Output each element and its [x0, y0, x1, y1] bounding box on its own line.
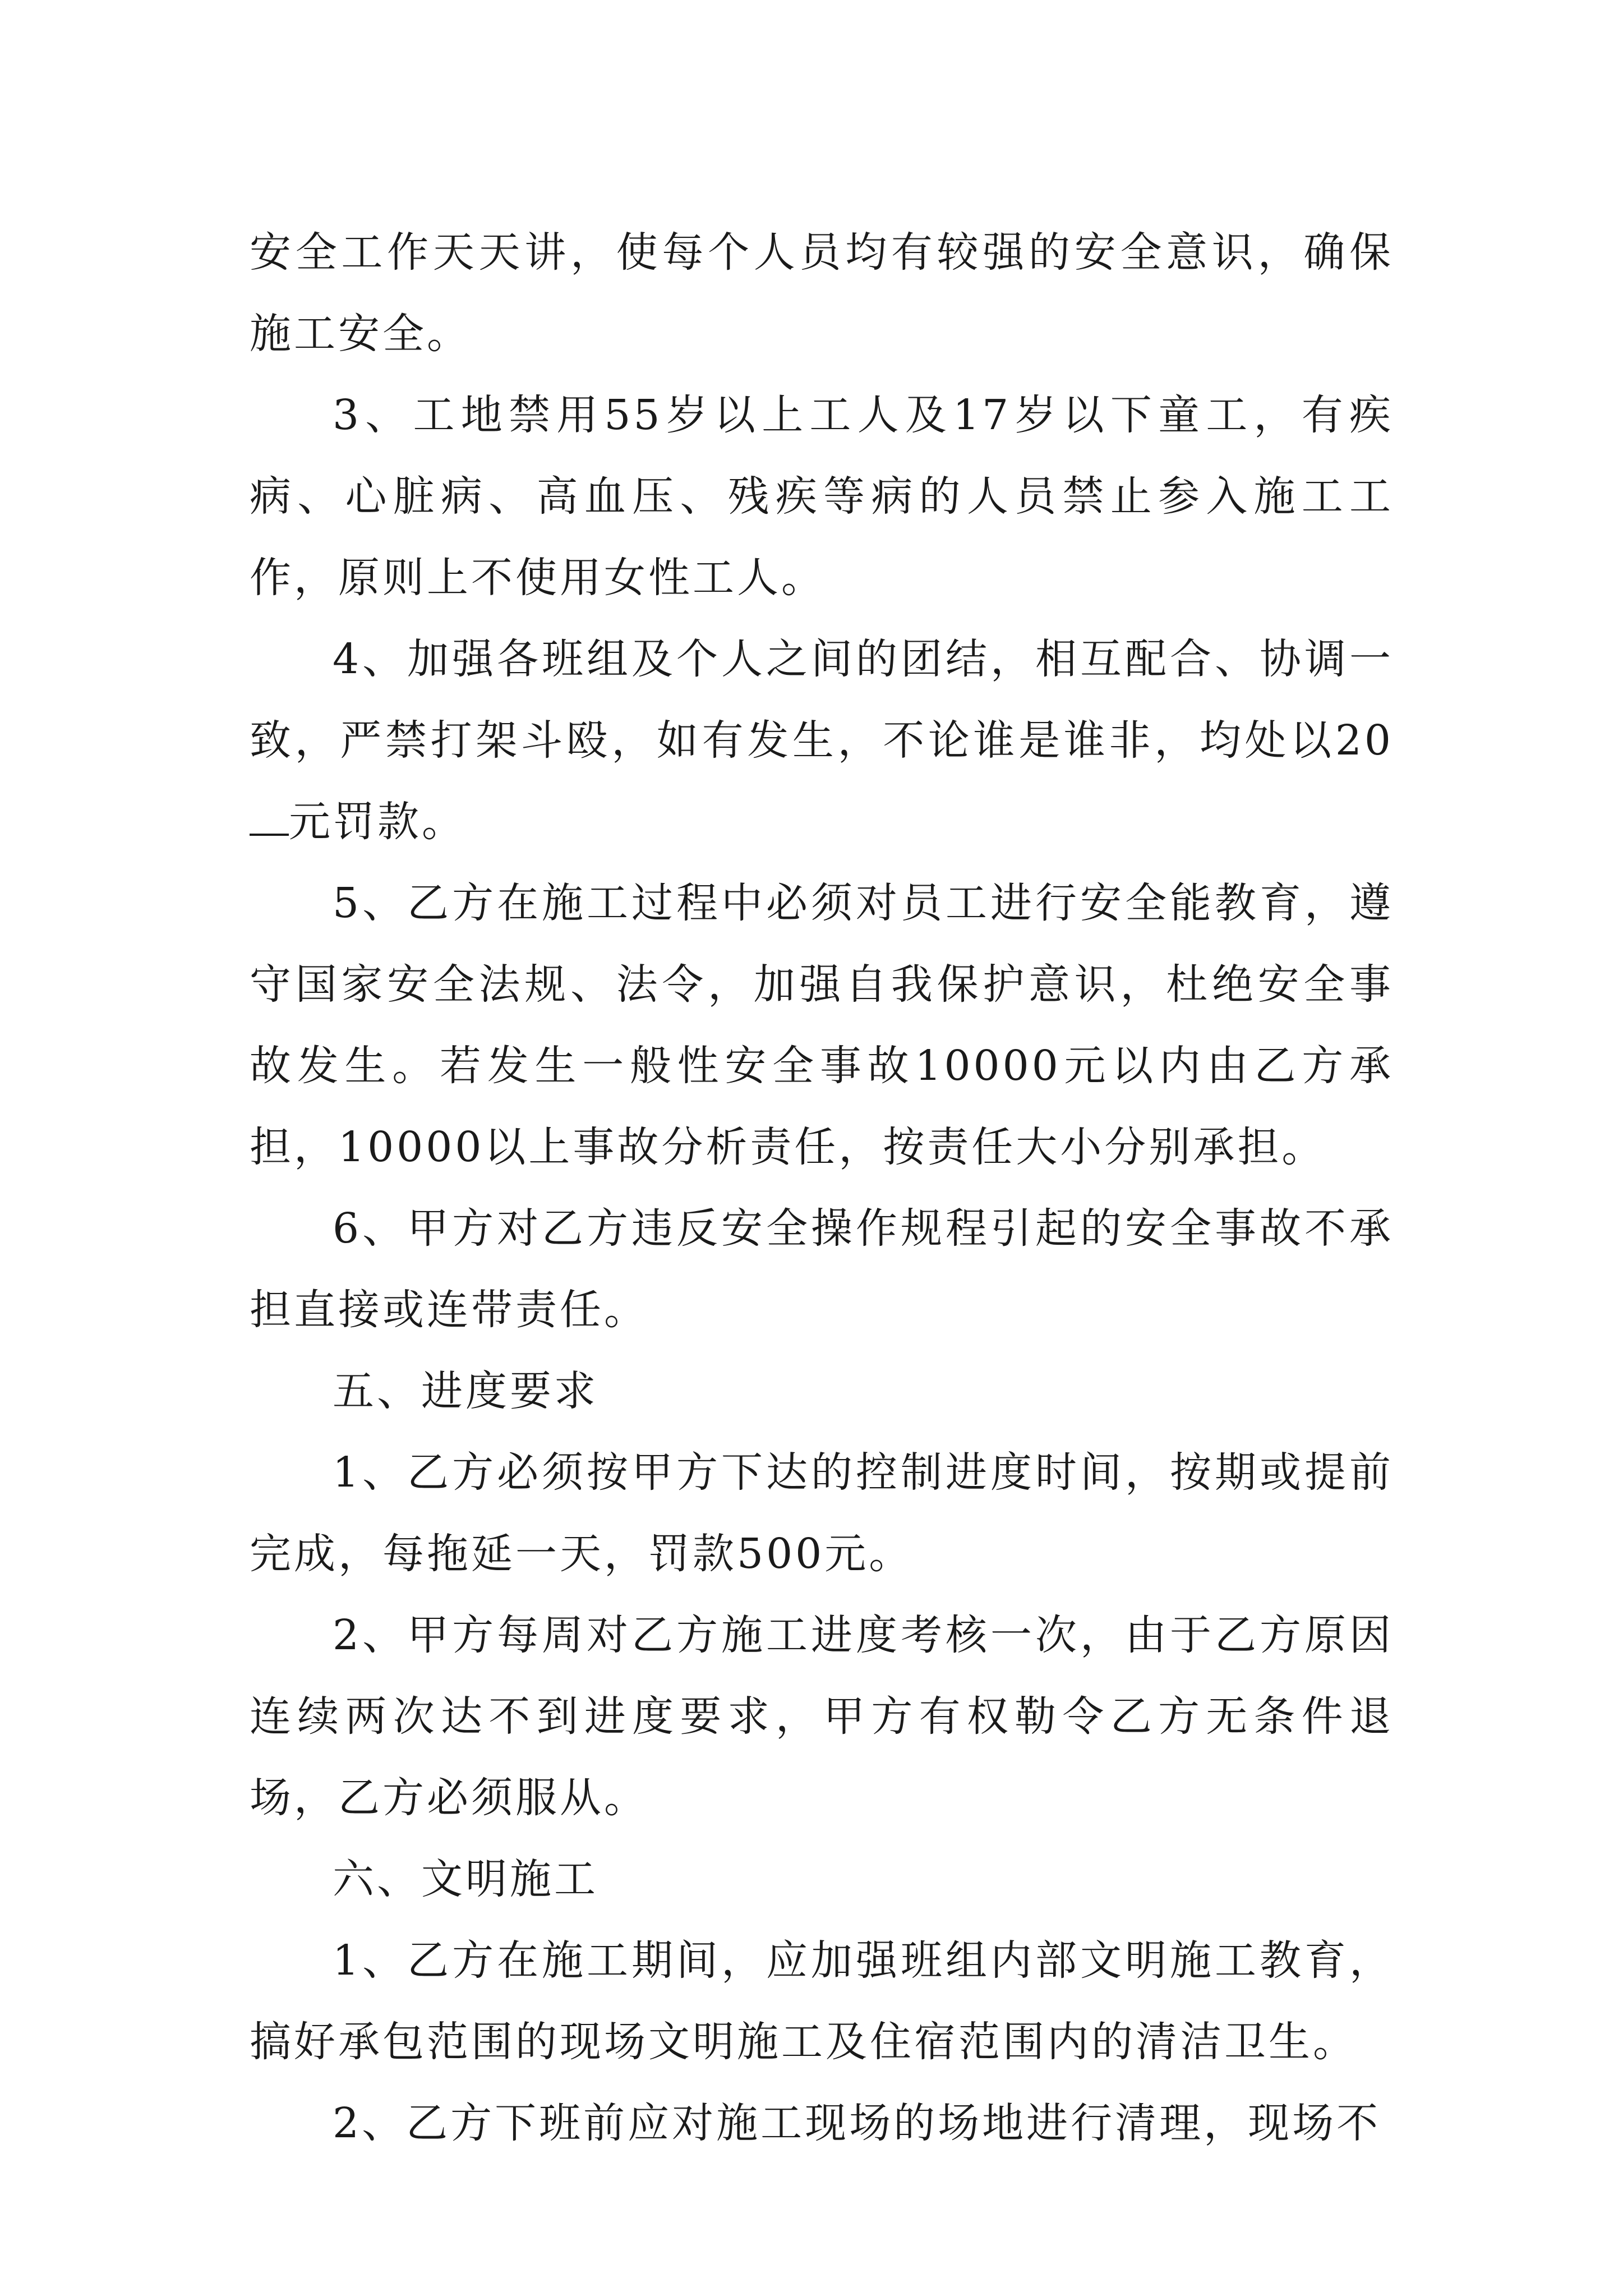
- paragraph-civilized-item-1: 1、乙方在施工期间，应加强班组内部文明施工教育，搞好承包范围的现场文明施工及住宿范围内的清洁卫生。: [250, 1936, 1394, 2066]
- paragraph-civilized-item-2: 2、乙方下班前应对施工现场的场地进行清理，现场不: [333, 2099, 1381, 2147]
- paragraph-item-4-suffix: 元罚款。: [289, 798, 466, 846]
- fill-in-blank: [250, 800, 289, 836]
- paragraph-item-3-age-limit: 3、工地禁用55岁以上工人及17岁以下童工，有疾病、心脏病、高血压、残疾等病的人员禁止参入施工工作，原则上不使用女性工人。: [250, 391, 1394, 602]
- paragraph-item-6-liability: 6、甲方对乙方违反安全操作规程引起的安全事故不承担直接或连带责任。: [250, 1204, 1394, 1334]
- paragraph-item-5-safety-education: 5、乙方在施工过程中必须对员工进行安全能教育，遵守国家安全法规、法令，加强自我保护意识，杜绝安全事故发生。若发生一般性安全事故10000元以内由乙方承担，10000以上事故分析责任，按责任大小分别承担。: [250, 879, 1394, 1171]
- section-heading-civilized-construction: 六、文明施工: [333, 1855, 598, 1903]
- paragraph-safety-continued: 安全工作天天讲，使每个人员均有较强的安全意识，确保施工安全。: [250, 228, 1394, 358]
- paragraph-item-4-unity: [250, 619, 1394, 863]
- paragraph-progress-item-1: 1、乙方必须按甲方下达的控制进度时间，按期或提前完成，每拖延一天，罚款500元。: [250, 1448, 1394, 1578]
- paragraph-progress-item-2: 2、甲方每周对乙方施工进度考核一次，由于乙方原因连续两次达不到进度要求，甲方有权勒令乙方无条件退场，乙方必须服从。: [250, 1611, 1394, 1822]
- paragraph-item-4-text: 4、加强各班组及个人之间的团结，相互配合、协调一致，严禁打架斗殴，如有发生，不论谁是谁非，均处以20: [250, 635, 1394, 765]
- document-body: [250, 212, 1394, 2164]
- section-heading-progress: 五、进度要求: [333, 1367, 598, 1415]
